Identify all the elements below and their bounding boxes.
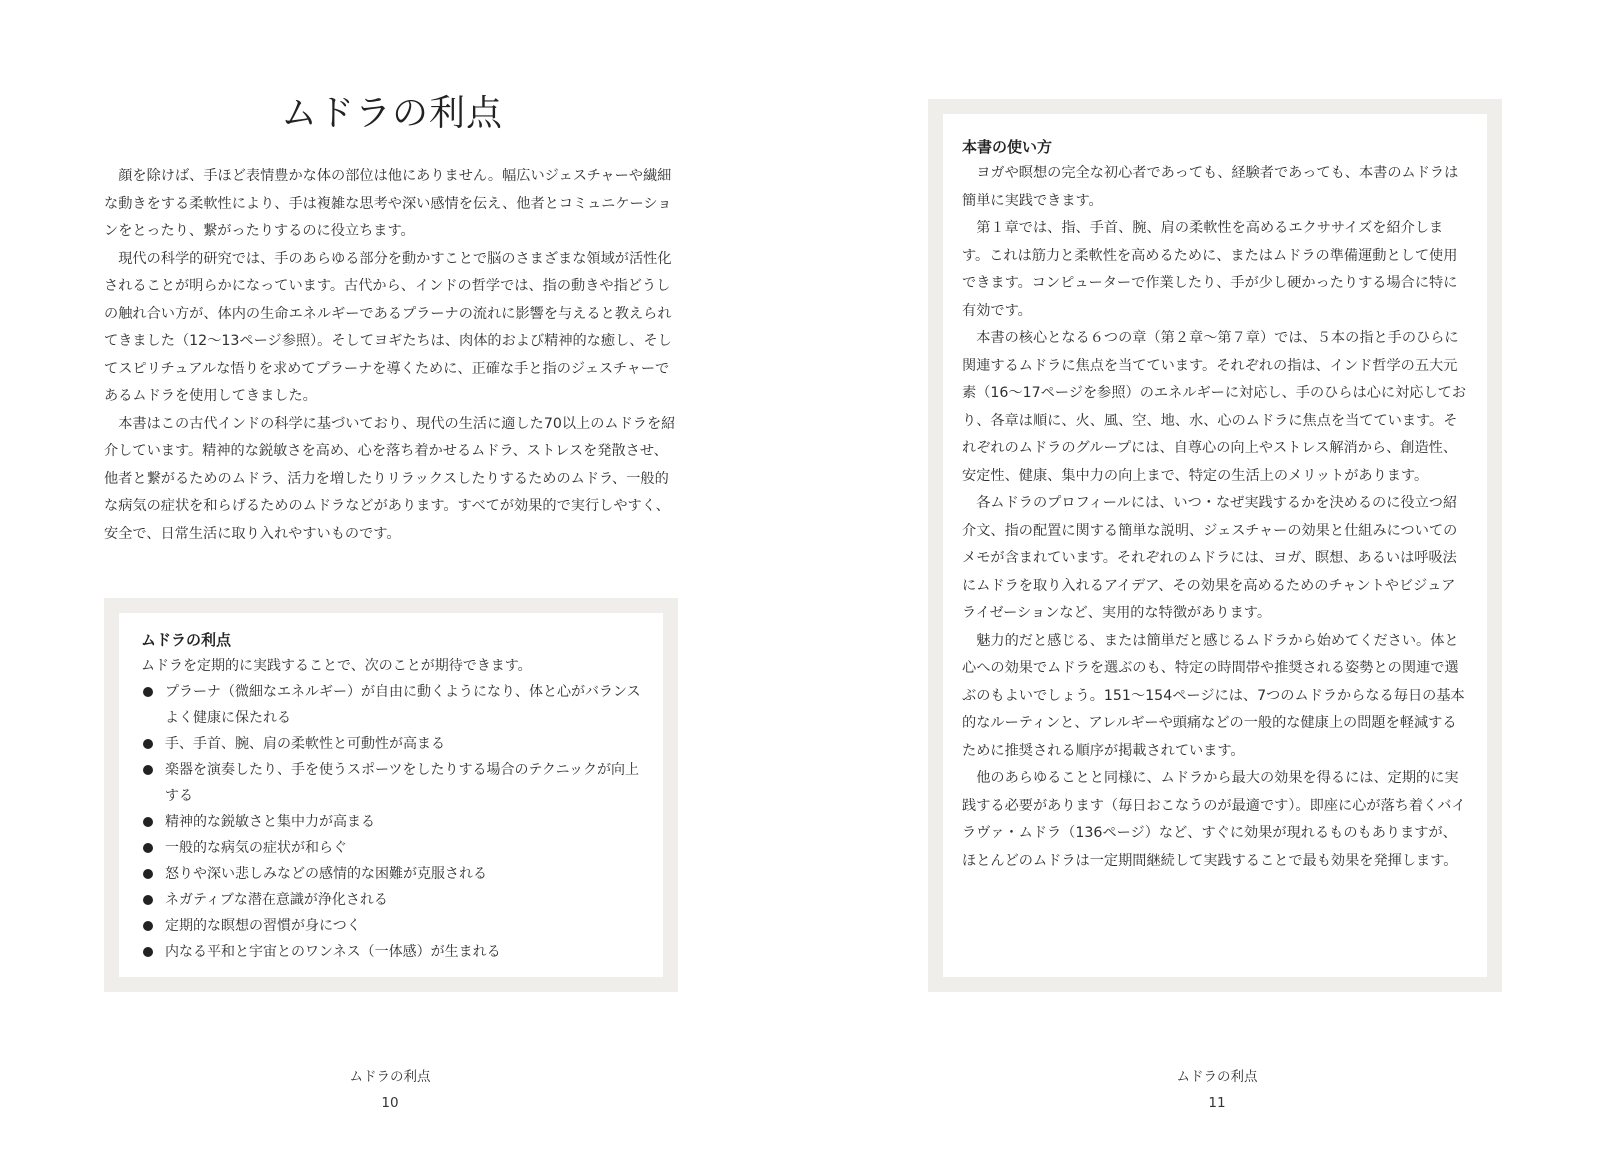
list-item-text: 怒りや深い悲しみなどの感情的な困難が克服される (165, 866, 487, 882)
benefits-heading: ムドラの利点 (141, 631, 232, 649)
list-item-text: ネガティブな潜在意識が浄化される (165, 892, 388, 908)
list-item (141, 861, 641, 887)
how-to-use-box-inner (943, 114, 1487, 977)
running-title: ムドラの利点 (349, 1069, 431, 1085)
benefits-box (104, 598, 678, 992)
how-to-use-paragraph-4: 各ムドラのプロフィールには、いつ・なぜ実践するかを決めるのに役立つ紹介文、指の配置に関する簡単な説明、ジェスチャーの効果と仕組みについてのメモが含まれています。それぞれのムドラには、ヨガ、瞑想、あるいは呼吸法にムドラを取り入れるアイデア、その効果を高めるためのチャントやビジュアライゼーションなど、実用的な特徴があります。 (962, 495, 1458, 621)
how-to-use-paragraph-6: 他のあらゆることと同様に、ムドラから最大の効果を得るには、定期的に実践する必要があります（毎日おこなうのが最適です）。即座に心が落ち着くバイラヴァ・ムドラ（136ページ）など、すぐに効果が現れるものもありますが、ほとんどのムドラは一定期間継続して実践することで最も効果を発揮します。 (962, 770, 1466, 869)
bullet-icon (143, 765, 153, 775)
page-footer (817, 1064, 1600, 1116)
list-item-text: 一般的な病気の症状が和らぐ (165, 840, 347, 856)
page-number: 11 (1208, 1095, 1226, 1111)
how-to-use-box (928, 99, 1502, 992)
bullet-icon (143, 921, 153, 931)
running-title: ムドラの利点 (1176, 1069, 1258, 1085)
bullet-icon (143, 947, 153, 957)
list-item (141, 809, 641, 835)
bullet-icon (143, 869, 153, 879)
list-item (141, 887, 641, 913)
bullet-icon (143, 817, 153, 827)
intro-paragraph-2: 現代の科学的研究では、手のあらゆる部分を動かすことで脳のさまざまな領域が活性化されることが明らかになっています。古代から、インドの哲学では、指の動きや指どうしの触れ合い方が、体内の生命エネルギーであるプラーナの流れに影響を与えると教えられてきました（12～13ページ参照）。そしてヨギたちは、肉体的および精神的な癒し、そしてスピリチュアルな悟りを求めてプラーナを導くために、正確な手と指のジェスチャーであるムドラを使用してきました。 (104, 250, 672, 404)
how-to-use-paragraph-1: ヨガや瞑想の完全な初心者であっても、経験者であっても、本書のムドラは簡単に実践できます。 (962, 165, 1459, 209)
list-item (141, 679, 641, 731)
how-to-use-heading: 本書の使い方 (962, 138, 1053, 156)
list-item (141, 757, 641, 809)
page-title: ムドラの利点 (280, 93, 503, 134)
list-item (141, 913, 641, 939)
list-item-text: 内なる平和と宇宙とのワンネス（一体感）が生まれる (165, 944, 501, 960)
list-item (141, 939, 641, 965)
intro-text (104, 163, 680, 548)
right-page (800, 0, 1600, 1161)
bullet-icon (143, 895, 153, 905)
intro-paragraph-1: 顔を除けば、手ほど表情豊かな体の部位は他にありません。幅広いジェスチャーや繊細な動きをする柔軟性により、手は複雑な思考や深い感情を伝え、他者とコミュニケーションをとったり、繋がったりするのに役立ちます。 (104, 168, 672, 239)
bullet-icon (143, 843, 153, 853)
list-item (141, 731, 641, 757)
page-number: 10 (381, 1095, 399, 1111)
list-item-text: 定期的な瞑想の習慣が身につく (165, 918, 361, 934)
list-item-text: 精神的な鋭敏さと集中力が高まる (165, 814, 375, 830)
benefits-list (141, 679, 641, 965)
bullet-icon (143, 739, 153, 749)
list-item-text: 楽器を演奏したり、手を使うスポーツをしたりする場合のテクニックが向上する (165, 762, 640, 804)
how-to-use-paragraph-3: 本書の核心となる６つの章（第２章～第７章）では、５本の指と手のひらに関連するムドラに焦点を当てています。それぞれの指は、インド哲学の五大元素（16～17ページを参照）のエネルギーに対応し、手のひらは心に対応しており、各章は順に、火、風、空、地、水、心のムドラに焦点を当てています。それぞれのムドラのグループには、自尊心の向上やストレス解消から、創造性、安定性、健康、集中力の向上まで、特定の生活上のメリットがあります。 (962, 330, 1467, 484)
bullet-icon (143, 687, 153, 697)
how-to-use-paragraph-5: 魅力的だと感じる、または簡単だと感じるムドラから始めてください。体と心への効果でムドラを選ぶのも、特定の時間帯や推奨される姿勢との関連で選ぶのもよいでしょう。151～154ページには、7つのムドラからなる毎日の基本的なルーティンと、アレルギーや頭痛などの一般的な健康上の問題を軽減するために推奨される順序が掲載されています。 (962, 632, 1465, 759)
list-item-text: 手、手首、腕、肩の柔軟性と可動性が高まる (165, 736, 445, 752)
intro-paragraph-3: 本書はこの古代インドの科学に基づいており、現代の生活に適した70以上のムドラを紹介しています。精神的な鋭敏さを高め、心を落ち着かせるムドラ、ストレスを発散させ、他者と繋がるためのムドラ、活力を増したりリラックスしたりするためのムドラ、一般的な病気の症状を和らげるためのムドラなどがあります。すべてが効果的で実行しやすく、安全で、日常生活に取り入れやすいものです。 (104, 415, 676, 542)
list-item-text: プラーナ（微細なエネルギー）が自由に動くようになり、体と心がバランスよく健康に保たれる (165, 684, 641, 726)
how-to-use-paragraph-2: 第１章では、指、手首、腕、肩の柔軟性を高めるエクササイズを紹介します。これは筋力と柔軟性を高めるために、またはムドラの準備運動として使用できます。コンピューターで作業したり、手が少し硬かったりする場合に特に有効です。 (962, 220, 1458, 319)
benefits-lead: ムドラを定期的に実践することで、次のことが期待できます。 (141, 658, 532, 674)
page-footer (0, 1064, 790, 1116)
benefits-box-inner (119, 613, 663, 977)
list-item (141, 835, 641, 861)
